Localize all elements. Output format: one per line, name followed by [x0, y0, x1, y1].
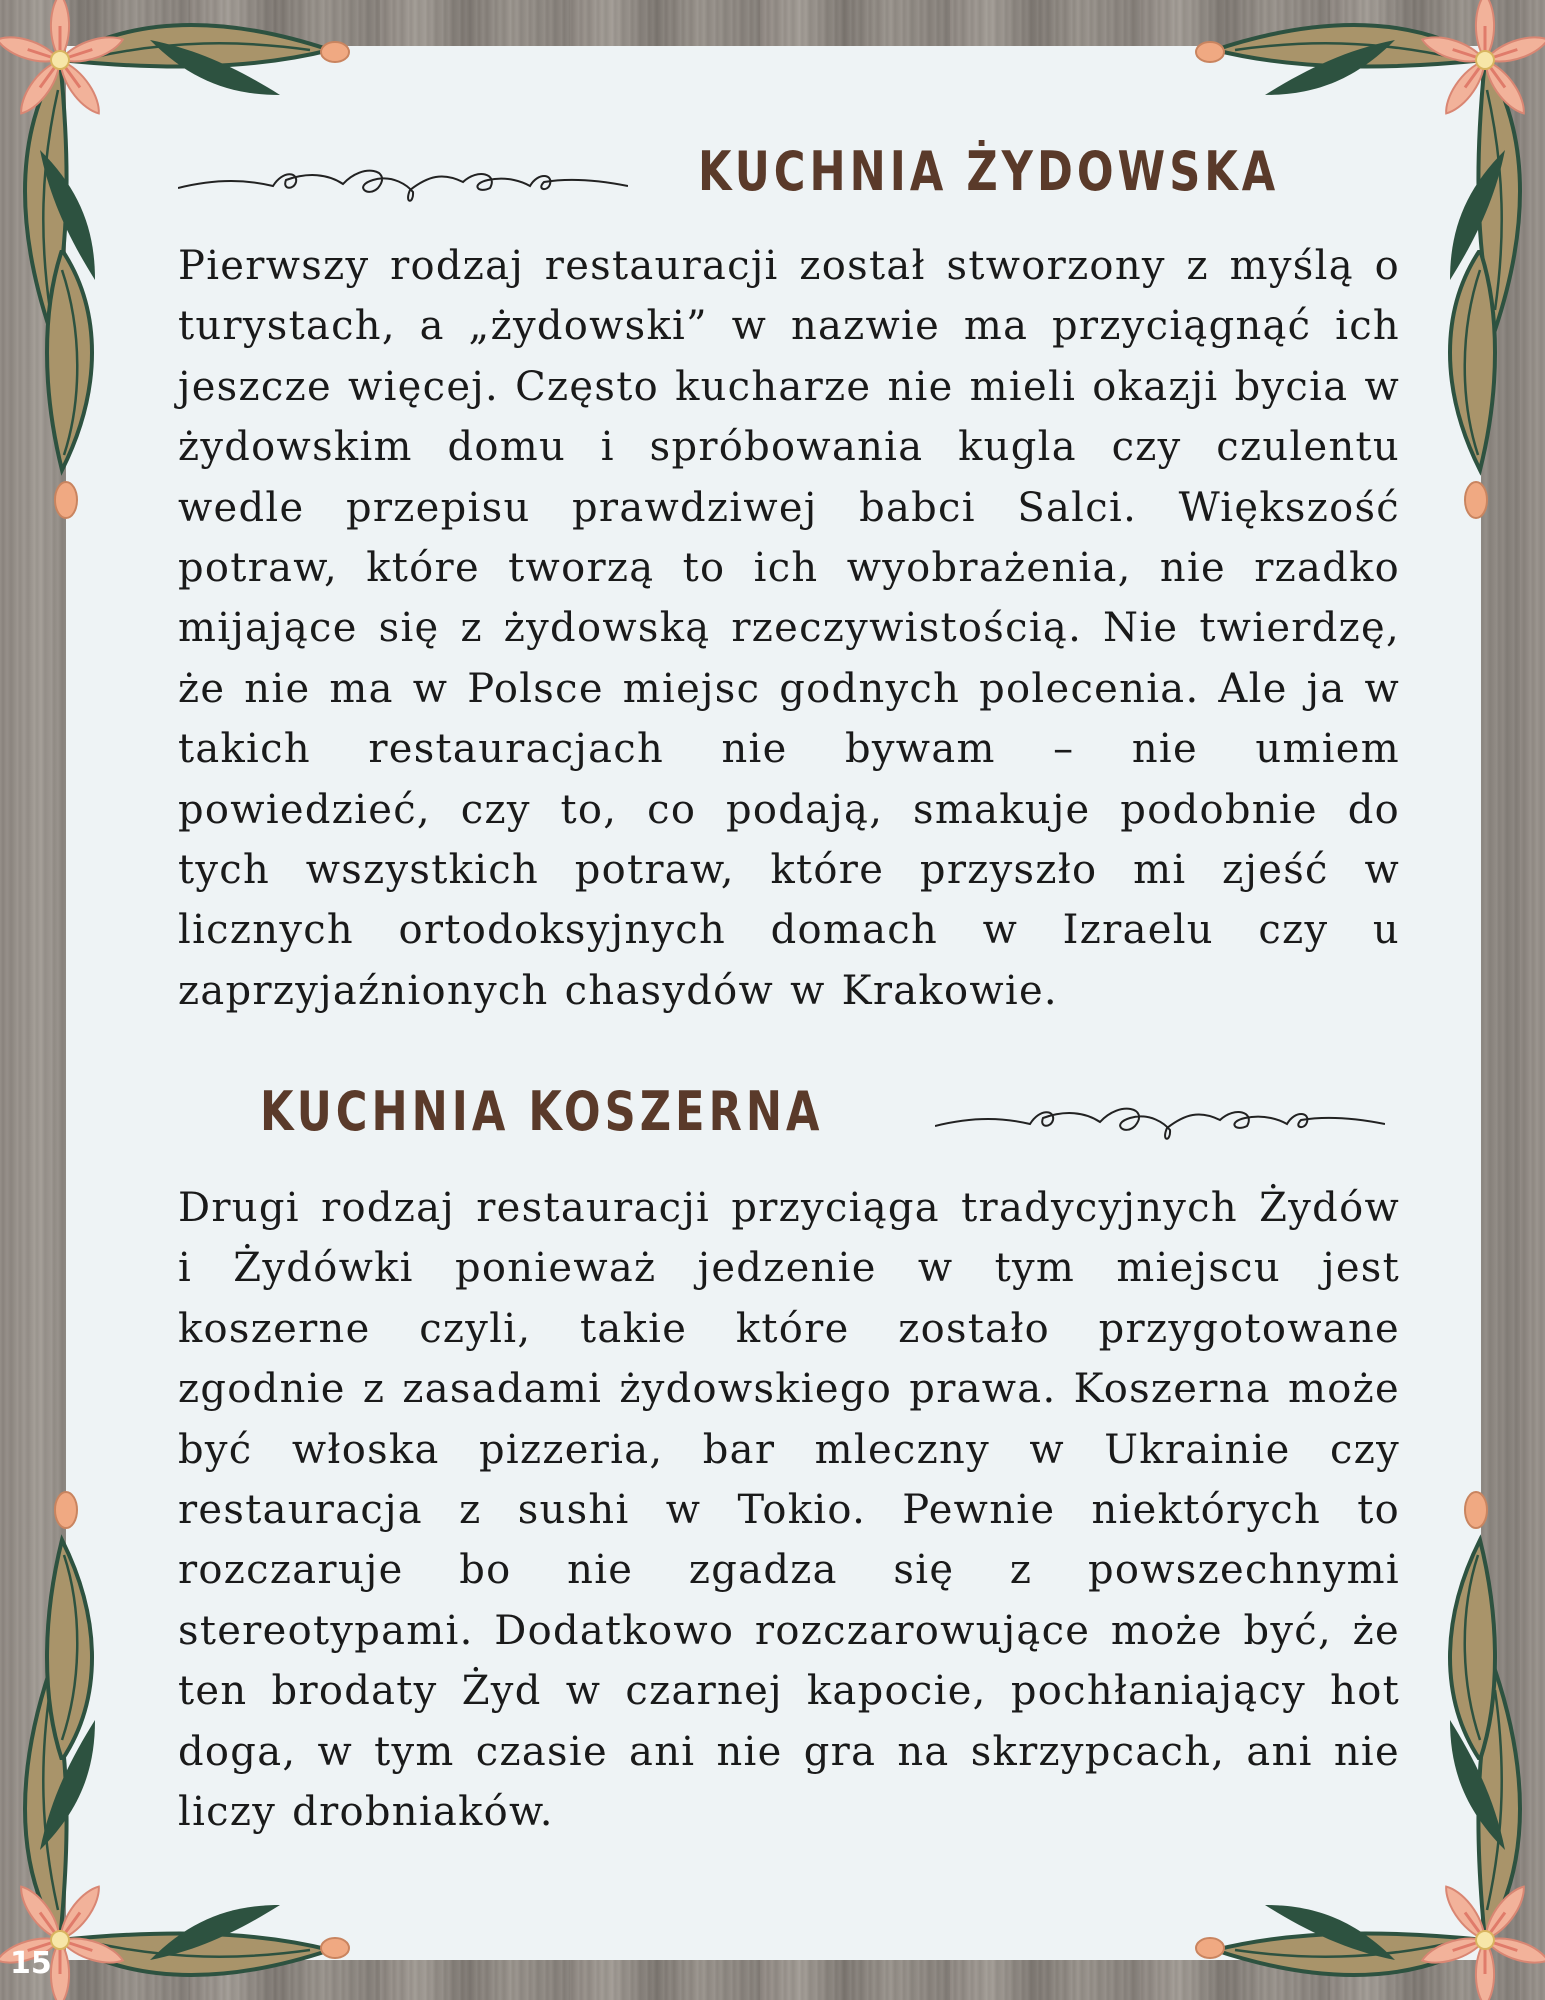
section-body-jewish-cuisine: Pierwszy rodzaj restauracji został stworzony z myślą o turystach, a „żydowski” w nazwie ma przyciągnąć ich jeszcze więcej. Często kucharze nie mieli okazji bycia w żydowskim domu i spróbowania kugla czy czulentu wedle przepisu prawdziwej babci Salci. Większość potraw, które tworzą to ich wyobrażenia, nie rzadko mijające się z żydowską rzeczywistością. Nie twierdzę, że nie ma w Polsce miejsc godnych polecenia. Ale ja w takich restauracjach nie bywam – nie umiem powiedzieć, czy to, co podają, smakuje podobnie do tych wszystkich potraw, które przyszło mi zjeść w licznych ortodoksyjnych domach w Izraelu czy u zaprzyjaźnionych chasydów w Krakowie.	[178, 243, 1400, 1014]
page-number: 15	[10, 1946, 52, 1981]
right-side-leaf-icon	[1440, 250, 1520, 530]
section-title-kosher-cuisine: KUCHNIA KOSZERNA	[260, 1080, 824, 1143]
left-side-leaf-icon	[42, 250, 122, 530]
right-lower-leaf-icon	[1440, 1480, 1520, 1760]
flourish-divider-icon	[178, 150, 628, 210]
flourish-divider-icon	[935, 1088, 1385, 1148]
section-body-kosher-cuisine: Drugi rodzaj restauracji przyciąga tradycyjnych Żydów i Żydówki ponieważ jedzenie w tym miejscu jest koszerne czyli, takie które zostało przygotowane zgodnie z zasadami żydowskiego prawa. Koszerna może być włoska pizzeria, bar mleczny w Ukrainie czy restauracja z sushi w Tokio. Pewnie niektórych to rozczaruje bo nie zgadza się z powszechnymi stereotypami. Dodatkowo rozczarowujące może być, że ten brodaty Żyd w czarnej kapocie, pochłaniający hot doga, w tym czasie ani nie gra na skrzypcach, ani nie liczy drobniaków.	[178, 1185, 1400, 1836]
left-lower-leaf-icon	[42, 1480, 122, 1760]
section-title-jewish-cuisine: KUCHNIA ŻYDOWSKA	[698, 140, 1280, 203]
